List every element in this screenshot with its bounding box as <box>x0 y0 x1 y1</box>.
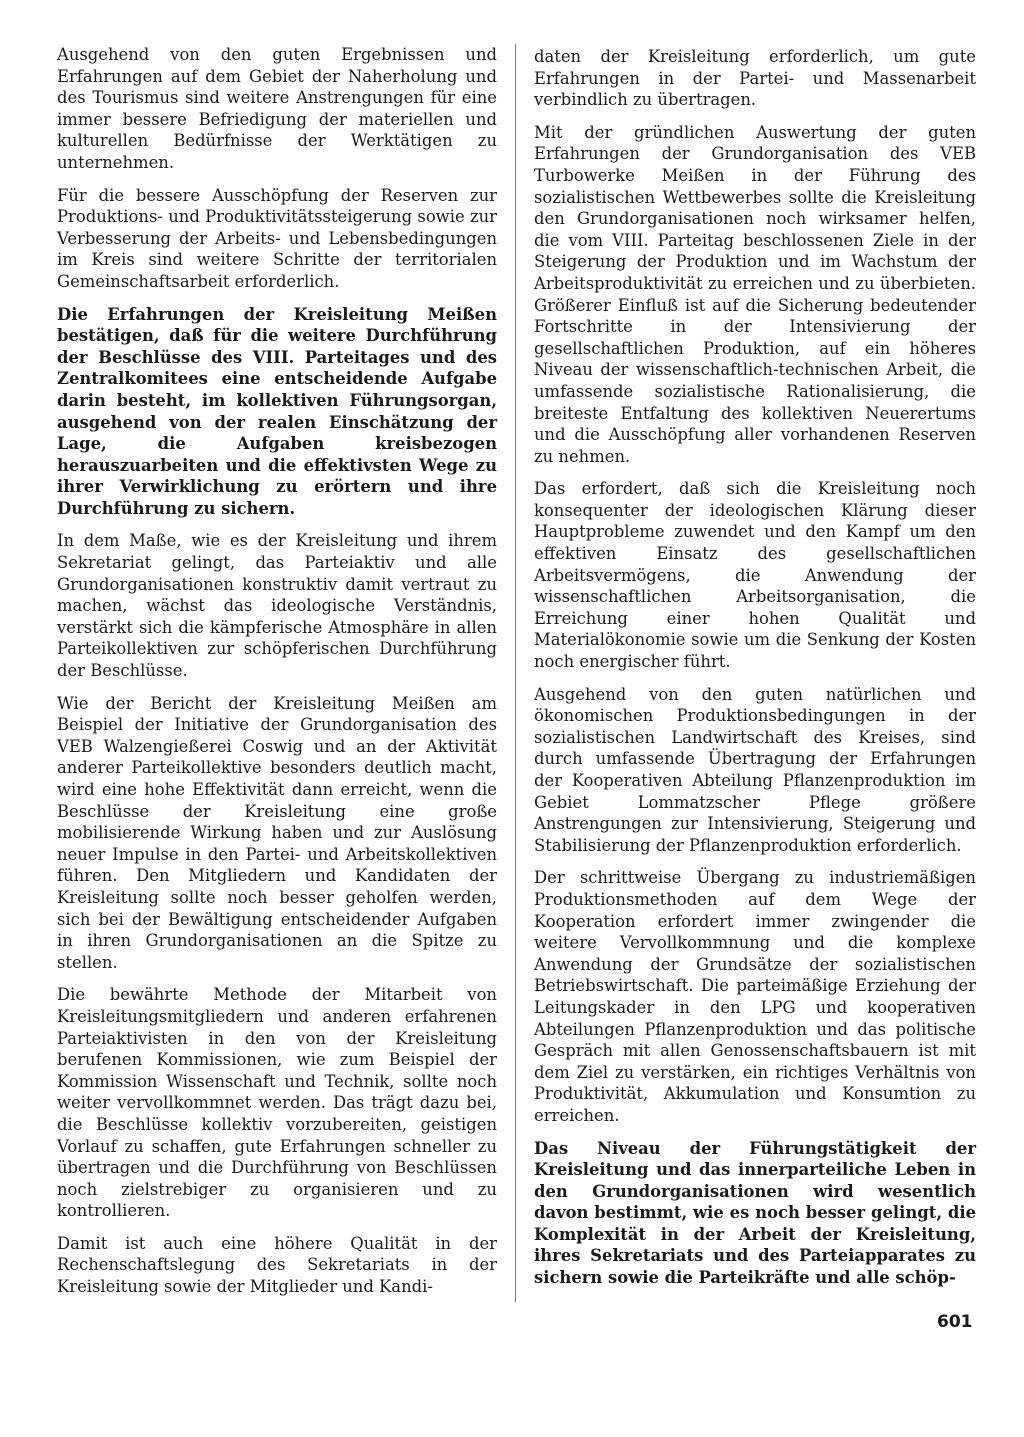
paragraph-continuation: daten der Kreisleitung erforderlich, um gute Erfahrungen in der Partei- und Massenarbeit verbindlich zu übertragen. <box>534 47 976 110</box>
paragraph-turbowerke: Mit der gründlichen Auswertung der guten Erfahrungen der Grundorganisation des VEB Turbowerke Meißen in der Führung des sozialistischen Wettbewerbes sollte die Kreisleitung den Grundorganisationen noch wirksamer helfen, die vom VIII. Parteitag beschlossenen Ziele in der Steigerung der Produktion und im Wachstum der Arbeitsproduktivität zu erreichen und zu überbieten. Größerer Einfluß ist auf die Sicherung bedeutender Fortschritte in der Intensivierung der gesellschaftlichen Produktion, auf ein höheres Niveau der wissenschaftlich-technischen Arbeit, die umfassende sozialistische Rationalisierung, die breiteste Entfaltung des kollektiven Neuerertums und die Ausschöpfung aller vorhandenen Reserven zu nehmen. <box>534 122 976 466</box>
column-divider <box>515 44 516 1302</box>
paragraph-bericht-kreisleitung: Wie der Bericht der Kreisleitung Meißen am Beispiel der Initiative der Grundorganisation des VEB Walzengießerei Coswig und an der Aktivität anderer Parteikollektive besonders deutlich macht, wird eine hohe Effektivität dann erreicht, wenn die Beschlüsse der Kreisleitung eine große mobilisierende Wirkung haben und zur Auslösung neuer Impulse in den Partei- und Arbeitskollektiven führen. Den Mitgliedern und Kandidaten der Kreisleitung sollte noch besser geholfen werden, sich bei der Bewältigung entscheidender Aufgaben in ihren Grundorganisationen an die Spitze zu stellen. <box>57 693 497 972</box>
paragraph-reserven: Für die bessere Ausschöpfung der Reserven zur Produktions- und Produktivitätssteigerung sowie zur Verbesserung der Arbeits- und Lebensbedingungen im Kreis sind weitere Schritte der territorialen Gemeinschaftsarbeit erforderlich. <box>57 185 497 291</box>
paragraph-landwirtschaft: Ausgehend von den guten natürlichen und ökonomischen Produktionsbedingungen in der sozialistischen Landwirtschaft des Kreises, sind durch umfassende Übertragung der Erfahrungen der Kooperativen Abteilung Pflanzenproduktion im Gebiet Lommatzscher Pflege größere Anstrengungen zur Intensivierung, Steigerung und Stabilisierung der Pflanzenproduktion erforderlich. <box>534 684 976 855</box>
paragraph-bewaehrte-methode: Die bewährte Methode der Mitarbeit von Kreisleitungsmitgliedern und anderen erfahrenen Parteiaktivisten in den von der Kreisleitung berufenen Kommissionen, wie zum Beispiel der Kommission Wissenschaft und Technik, sollte noch weiter vervollkommnet werden. Das trägt dazu bei, die Beschlüsse kollektiv vorzubereiten, geistigen Vorlauf zu schaffen, gute Erfahrungen schneller zu übertragen und die Durchführung von Beschlüssen noch zielstrebiger zu organisieren und zu kontrollieren. <box>57 985 497 1221</box>
paragraph-erfahrungen-kreisleitung-bold: Die Erfahrungen der Kreisleitung Meißen bestätigen, daß für die weitere Durchführung der Beschlüsse des VIII. Parteitages und des Zentralkomitees eine entscheidende Aufgabe darin besteht, im kollektiven Führungsorgan, ausgehend von der realen Einschätzung der Lage, die Aufgaben kreisbezogen herauszuarbeiten und die effektivsten Wege zu ihrer Verwirklichung zu erörtern und ihre Durchführung zu sichern. <box>57 304 497 518</box>
page-number: 601 <box>937 1312 973 1332</box>
paragraph-naherholung: Ausgehend von den guten Ergebnissen und Erfahrungen auf dem Gebiet der Naherholung und des Tourismus sind weitere Anstrengungen für eine immer bessere Befriedigung der materiellen und kulturellen Bedürfnisse der Werktätigen zu unternehmen. <box>57 45 497 172</box>
paragraph-sekretariat: In dem Maße, wie es der Kreisleitung und ihrem Sekretariat gelingt, das Parteiaktiv und alle Grundorganisationen konstruktiv damit vertraut zu machen, wächst das ideologische Verständnis, verstärkt sich die kämpferische Atmosphäre in allen Parteikollektiven zur schöpferischen Durchführung der Beschlüsse. <box>57 531 497 681</box>
paragraph-industriemaessige-methoden: Der schrittweise Übergang zu industriemäßigen Produktionsmethoden auf dem Wege der Kooperation erfordert immer zwingender die weitere Vervollkommnung und die komplexe Anwendung der Grundsätze der sozialistischen Betriebswirtschaft. Die parteimäßige Erziehung der Leitungskader in den LPG und kooperativen Abteilungen Pflanzenproduktion und das politische Gespräch mit allen Genossenschaftsbauern ist mit dem Ziel zu verstärken, ein richtiges Verhältnis von Produktivität, Akkumulation und Konsumtion zu erreichen. <box>534 868 976 1125</box>
left-column <box>57 44 497 1309</box>
paragraph-ideologische-klaerung: Das erfordert, daß sich die Kreisleitung noch konsequenter der ideologischen Klärung dieser Hauptprobleme zuwendet und den Kampf um den effektiven Einsatz des gesellschaftlichen Arbeitsvermögens, die Anwendung der wissenschaftlichen Arbeitsorganisation, die Erreichung einer hohen Qualität und Materialökonomie sowie um die Senkung der Kosten noch energischer führt. <box>534 479 976 672</box>
right-column <box>534 46 976 1300</box>
paragraph-fuehrungstaetigkeit-bold: Das Niveau der Führungstätigkeit der Kreisleitung und das innerparteiliche Leben in den Grundorganisationen wird wesentlich davon bestimmt, wie es noch besser gelingt, die Komplexität in der Arbeit der Kreisleitung, ihres Sekretariats und des Parteiapparates zu sichern sowie die Parteikräfte und alle schöp- <box>534 1138 976 1288</box>
paragraph-rechenschaftslegung: Damit ist auch eine höhere Qualität in der Rechenschaftslegung des Sekretariats in der Kreisleitung sowie der Mitglieder und Kandi- <box>57 1233 497 1297</box>
